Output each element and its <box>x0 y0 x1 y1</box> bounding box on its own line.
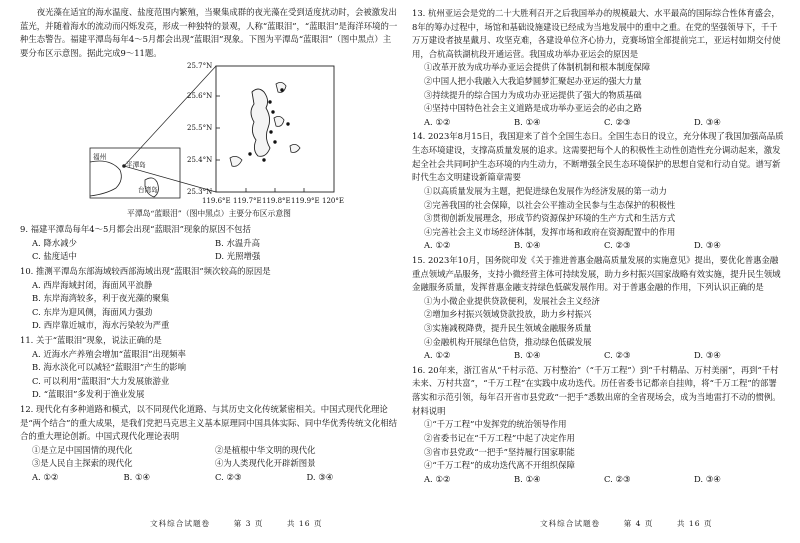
question-stem: 13. 杭州亚运会是党的二十大胜利召开之后我国举办的规模最大、水平最高的国际综合性体育盛会，8年的筹办过程中，场馆和基础设施建设已经成为当地发展中的重中之重。在党的坚强领导下，千千万万建设者披星戴月、攻坚克难，各建设单位齐心协力，竞赛场馆全部提前完工，亚运村如期交付使用，合杭高铁湖杭段开通运营。我国成功举办亚运会的原因是 <box>412 8 781 59</box>
statement-1: ①是立足中国国情的现代化 <box>32 444 133 455</box>
choice-d: D. ③④ <box>694 116 721 127</box>
geography-intro: 夜光藻在适宜的海水温度、盐度范围内繁殖，当聚集成群的夜光藻在受到适度扰动时，会被激发出蓝光，并随着海水的流动而闪烁发亮，形成一种独特的景观，人称“蓝眼泪”，“蓝眼泪”是海洋环境的一种生态警告。福建平潭岛每年4～5月都会出现“蓝眼泪”现象。下图为平潭岛“蓝眼泪”（图中黑点）主要分布区示意图。据此完成9～11题。 <box>20 7 398 58</box>
left-footer <box>150 518 343 530</box>
choice-d: D. ③④ <box>306 472 334 483</box>
option-b: B. 海水淡化可以减轻“蓝眼泪”产生的影响 <box>32 362 187 373</box>
right-page <box>412 6 784 486</box>
footer-total: 共 16 页 <box>676 519 713 528</box>
question-13 <box>412 7 784 129</box>
choice-b: B. ①④ <box>123 472 150 483</box>
question-stem: 16. 20年来，浙江省从“千村示范、万村整治”（“千万工程”）到“千村精品、万村美丽”，再到“千村未来、万村共富”，“千万工程”在实践中成功迭代。历任省委书记都亲自挂帅，将“千万工程”的部署落实和示范引领，每年召开省市县党政“一把手”悉数出席的全省现场会，成为当地雷打不动的惯例。材料说明 <box>412 364 781 416</box>
pingtan-map-figure <box>20 62 398 206</box>
choice-a: A. ①② <box>424 473 451 484</box>
statement-2: ②是植根中华文明的现代化 <box>215 444 316 455</box>
question-stem: 14. 2023年8月15日，我国迎来了首个全国生态日。全国生态日的设立，充分体现了我国加强高品质生态环境建设，支撑高质量发展的追求。这需要把每个人的积极性主动性创造性充分调动起来，激发起全社会共同呵护生态环境的内生动力，不断增强全民生态环境保护的思想自觉和行动自觉。谱写新时代生态文明建设新篇章需要 <box>412 131 784 183</box>
question-10 <box>20 265 398 333</box>
question-stem: 9. 福建平潭岛每年4～5月都会出现“蓝眼泪”现象的原因不包括 <box>20 224 251 235</box>
choice-b: B. ①④ <box>514 240 541 251</box>
statement-3: ③省市县党政“一把手”坚持履行国家职能 <box>424 446 575 457</box>
choice-a: A. ①② <box>32 472 59 483</box>
statement-1: ①改革开放为成功举办亚运会提供了体制机制和根本制度保障 <box>424 62 651 73</box>
option-c: C. 东岸为迎风侧，海面风力强劲 <box>32 306 153 317</box>
choice-d: D. ③④ <box>694 473 721 484</box>
mainland-coast <box>90 161 121 196</box>
statement-3: ③持续提升的综合国力为成功办亚运提供了强大的物质基础 <box>424 89 642 100</box>
y-tick-label: 25.6°N <box>187 92 213 101</box>
statement-1: ①“千万工程”中发挥党的统治领导作用 <box>424 419 567 430</box>
question-16 <box>412 364 784 486</box>
question-stem: 12. 现代化有多种道路和模式，以不同现代化道路、与其历史文化传统紧密相关。中国式现代化理论是“两个结合”的重大成果，是我们党把马克思主义基本原理同中国具体实际、同中华优秀传统文化相结合的重大理论创新。中国式现代化理论表明 <box>20 403 398 442</box>
question-12 <box>20 403 398 485</box>
choice-a: A. ①② <box>424 350 451 361</box>
option-a: A. 西岸海域封闭，海面风平浪静 <box>32 279 153 290</box>
option-a: A. 近海水产养殖会增加“蓝眼泪”出现频率 <box>32 348 186 359</box>
footer-title: 文科综合试题卷 <box>540 519 601 528</box>
statement-4: ④为人类现代化开辟新图景 <box>215 458 316 469</box>
x-tick-label: 119.7°E <box>233 197 262 206</box>
statement-4: ④完善社会主义市场经济体制，发挥市场和政府在资源配置中的作用 <box>424 226 676 237</box>
inset-label-pingtan: 平潭岛 <box>126 161 146 170</box>
statement-3: ③实施减税降费，提升民生领域金融服务质量 <box>424 323 592 334</box>
option-b: B. 东岸海湾较多，利于夜光藻的聚集 <box>32 293 170 304</box>
footer-title: 文科综合试题卷 <box>150 519 211 528</box>
statement-2: ②完善我国的社会保障，以社会公平推动全民参与生态保护的积极性 <box>424 199 676 210</box>
footer-total: 共 16 页 <box>286 519 323 528</box>
choice-d: D. ③④ <box>694 240 721 251</box>
pingtan-island <box>251 89 270 156</box>
question-15 <box>412 254 784 363</box>
question-stem: 10. 推测平潭岛东部海域较西部海域出现“蓝眼泪”频次较高的原因是 <box>20 265 271 276</box>
statement-4: ④坚持中国特色社会主义道路是成功举办亚运会的必由之路 <box>424 103 642 114</box>
statement-2: ②增加乡村振兴领域贷款投放，助力乡村振兴 <box>424 309 592 320</box>
choice-c: C. ②③ <box>604 240 631 251</box>
option-c: C. 可以利用“蓝眼泪”大力发展旅游业 <box>32 375 170 386</box>
islet <box>274 117 284 127</box>
statement-4: ④“千万工程”的成功迭代离不开组织保障 <box>424 460 575 471</box>
footer-page: 第 3 页 <box>233 519 264 528</box>
option-c: C. 盐度适中 <box>32 251 77 262</box>
x-tick-label: 119.8°E <box>262 197 291 206</box>
statement-4: ④金融机构开展绿色信贷，推动绿色低碳发展 <box>424 336 592 347</box>
choice-c: C. ②③ <box>604 116 631 127</box>
y-tick-label: 25.7°N <box>187 62 213 71</box>
statement-1: ①以高质量发展为主题，把促进绿色发展作为经济发展的第一动力 <box>424 185 667 196</box>
islet <box>230 157 242 167</box>
option-b: B. 水温升高 <box>215 237 260 248</box>
choice-c: C. ②③ <box>604 473 631 484</box>
y-tick-label: 25.4°N <box>187 156 213 165</box>
right-footer <box>540 518 733 530</box>
main-map-frame <box>216 66 334 192</box>
y-tick-label: 25.3°N <box>187 188 213 197</box>
x-tick-label: 119.6°E <box>202 197 231 206</box>
inset-label-fuzhou: 福州 <box>93 153 107 162</box>
choice-b: B. ①④ <box>514 350 541 361</box>
islet <box>290 145 300 153</box>
footer-page: 第 4 页 <box>623 519 654 528</box>
question-stem: 11. 关于“蓝眼泪”现象，说法正确的是 <box>20 334 162 345</box>
left-page <box>20 6 398 485</box>
choice-b: B. ①④ <box>514 473 541 484</box>
question-11 <box>20 334 398 402</box>
question-9 <box>20 223 398 264</box>
statement-3: ③是人民自主探索的现代化 <box>32 458 133 469</box>
statement-3: ③贯彻创新发展理念，形成节约资源保护环境的生产方式和生活方式 <box>424 213 676 224</box>
y-tick-label: 25.5°N <box>187 124 213 133</box>
statement-1: ①为小微企业提供贷款便利，发展社会主义经济 <box>424 295 600 306</box>
x-tick-label: 119.9°E <box>291 197 320 206</box>
option-a: A. 降水减少 <box>32 237 77 248</box>
choice-c: C. ②③ <box>215 472 242 483</box>
statement-2: ②中国人把小我融入大我追梦圆梦汇聚起办亚运的强大力量 <box>424 76 642 87</box>
choice-d: D. ③④ <box>694 350 721 361</box>
option-d: D. “蓝眼泪”多发利于渔业发展 <box>32 389 145 400</box>
choice-b: B. ①④ <box>514 116 541 127</box>
statement-2: ②省委书记在“千万工程”中起了决定作用 <box>424 432 575 443</box>
option-d: D. 西岸靠近城市，海水污染较为严重 <box>32 320 170 331</box>
choice-a: A. ①② <box>424 116 451 127</box>
question-14 <box>412 130 784 252</box>
figure-caption: 平潭岛“蓝眼泪”（图中黑点）主要分布区示意图 <box>127 209 291 219</box>
connector-line <box>124 66 216 166</box>
question-stem: 15. 2023年10月，国务院印发《关于推进普惠金融高质量发展的实施意见》提出，要优化普惠金融重点领域产品服务，支持小微经营主体可持续发展，助力乡村振兴国家战略有效实施，提升民生领域金融服务质量，发挥普惠金融支持绿色低碳发展作用。对于普惠金融的作用，下列认识正确的是 <box>412 254 781 293</box>
x-tick-label: 120°E <box>322 197 344 206</box>
inset-label-taiwan: 台湾岛 <box>138 186 158 195</box>
option-d: D. 光照增强 <box>215 251 261 262</box>
choice-c: C. ②③ <box>604 350 631 361</box>
choice-a: A. ①② <box>424 240 451 251</box>
